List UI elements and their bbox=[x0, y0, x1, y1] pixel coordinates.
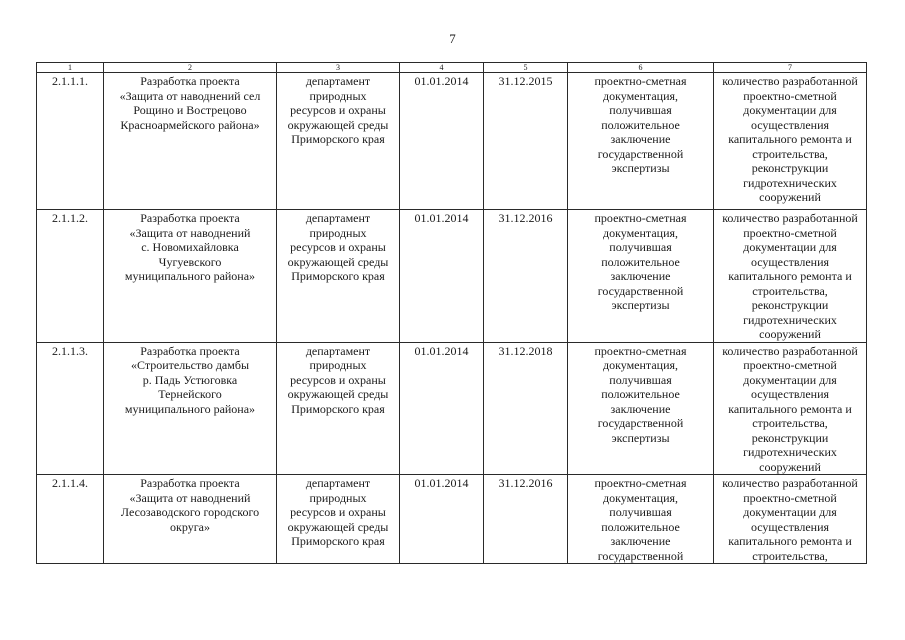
column-number: 2 bbox=[104, 63, 277, 73]
table-row bbox=[37, 475, 867, 564]
table-row bbox=[37, 210, 867, 343]
start-date: 01.01.2014 bbox=[400, 73, 484, 210]
activity-name: Разработка проекта «Защита от наводнений сел Рощино и Вострецово Красноармейского района» bbox=[104, 73, 277, 210]
column-number-row bbox=[37, 63, 867, 73]
table-row bbox=[37, 73, 867, 210]
program-activities-table bbox=[36, 62, 867, 564]
activity-name: Разработка проекта «Защита от наводнений с. Новомихайловка Чугуевского муниципального района» bbox=[104, 210, 277, 343]
activity-name: Разработка проекта «Строительство дамбы р. Падь Устюговка Тернейского муниципального района» bbox=[104, 342, 277, 475]
end-date: 31.12.2015 bbox=[484, 73, 568, 210]
responsible-executor: департамент природных ресурсов и охраны окружающей среды Приморского края bbox=[277, 210, 400, 343]
indicator: количество разработанной проектно-сметной документации для осуществления капитального ремонта и строительства, bbox=[714, 475, 867, 564]
activity-code: 2.1.1.1. bbox=[37, 73, 104, 210]
expected-result: проектно-сметная документация, получившая положительное заключение государственной экспертизы bbox=[568, 342, 714, 475]
indicator: количество разработанной проектно-сметной документации для осуществления капитального ремонта и строительства, реконструкции гидротехнических сооружений bbox=[714, 342, 867, 475]
expected-result: проектно-сметная документация, получившая положительное заключение государственной экспертизы bbox=[568, 210, 714, 343]
start-date: 01.01.2014 bbox=[400, 210, 484, 343]
indicator: количество разработанной проектно-сметной документации для осуществления капитального ремонта и строительства, реконструкции гидротехнических сооружений bbox=[714, 73, 867, 210]
responsible-executor: департамент природных ресурсов и охраны окружающей среды Приморского края bbox=[277, 342, 400, 475]
end-date: 31.12.2016 bbox=[484, 210, 568, 343]
responsible-executor: департамент природных ресурсов и охраны окружающей среды Приморского края bbox=[277, 73, 400, 210]
expected-result: проектно-сметная документация, получившая положительное заключение государственной экспертизы bbox=[568, 73, 714, 210]
indicator: количество разработанной проектно-сметной документации для осуществления капитального ремонта и строительства, реконструкции гидротехнических сооружений bbox=[714, 210, 867, 343]
column-number: 1 bbox=[37, 63, 104, 73]
activity-code: 2.1.1.2. bbox=[37, 210, 104, 343]
column-number: 7 bbox=[714, 63, 867, 73]
activity-code: 2.1.1.4. bbox=[37, 475, 104, 564]
column-number: 3 bbox=[277, 63, 400, 73]
expected-result: проектно-сметная документация, получившая положительное заключение государственной bbox=[568, 475, 714, 564]
activity-name: Разработка проекта «Защита от наводнений Лесозаводского городского округа» bbox=[104, 475, 277, 564]
start-date: 01.01.2014 bbox=[400, 342, 484, 475]
end-date: 31.12.2016 bbox=[484, 475, 568, 564]
page-number: 7 bbox=[449, 31, 456, 46]
column-number: 4 bbox=[400, 63, 484, 73]
column-number: 6 bbox=[568, 63, 714, 73]
column-number: 5 bbox=[484, 63, 568, 73]
table-row bbox=[37, 342, 867, 475]
activity-code: 2.1.1.3. bbox=[37, 342, 104, 475]
responsible-executor: департамент природных ресурсов и охраны окружающей среды Приморского края bbox=[277, 475, 400, 564]
start-date: 01.01.2014 bbox=[400, 475, 484, 564]
end-date: 31.12.2018 bbox=[484, 342, 568, 475]
